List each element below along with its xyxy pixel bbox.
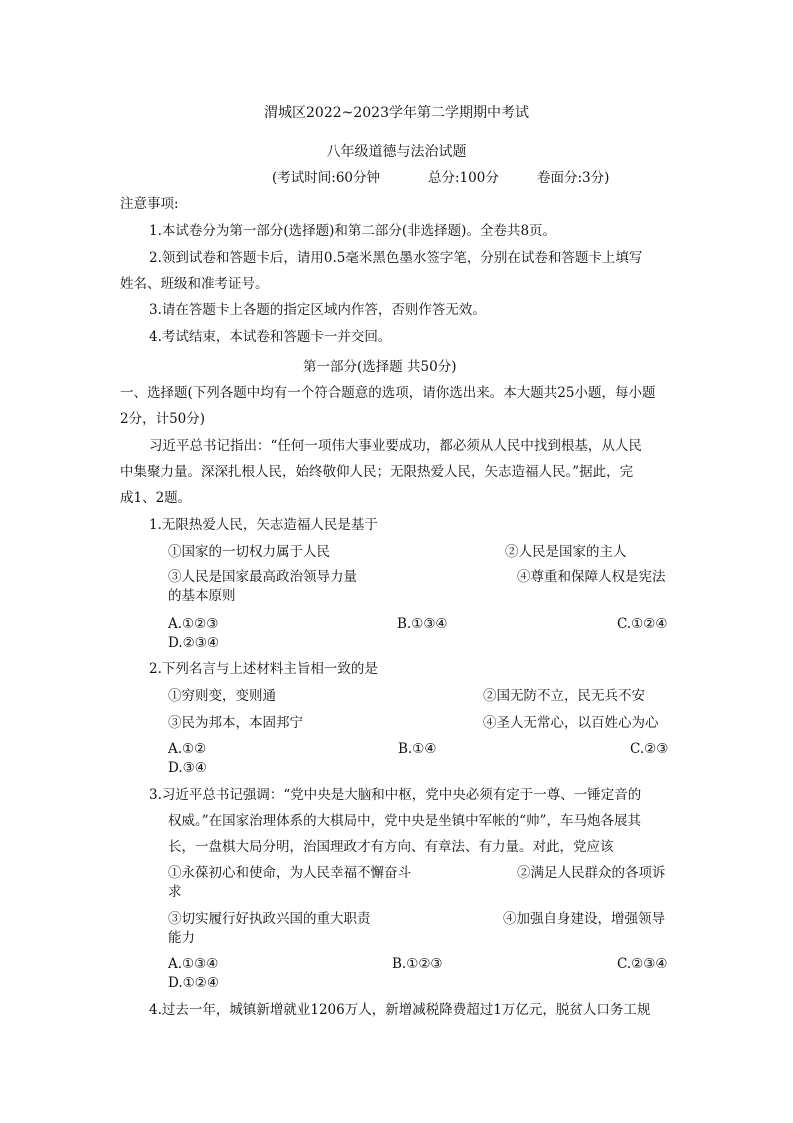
exam-time: (考试时间:60分钟 xyxy=(272,170,380,186)
q2-choice-a: A.①② xyxy=(168,741,207,757)
q2-choice-d: D.③④ xyxy=(168,760,207,776)
q1-choice-a: A.①②③ xyxy=(168,616,219,632)
q3-choice-a: A.①③④ xyxy=(168,956,219,972)
q1-choice-d: D.②③④ xyxy=(168,635,219,651)
part1-title: 第一部分(选择题 共50分) xyxy=(303,359,457,375)
q2-option-2: ②国无防不立，民无兵不安 xyxy=(483,688,645,704)
notice-item-2-cont: 姓名、班级和准考证号。 xyxy=(120,276,269,292)
q3-option-4: ④加强自身建设，增强领导 xyxy=(503,911,665,927)
material-line-3: 成1、2题。 xyxy=(120,490,192,506)
q2-choice-b: B.①④ xyxy=(398,741,437,757)
q1-choice-b: B.①③④ xyxy=(397,616,448,632)
exam-page-score: 卷面分:3分) xyxy=(537,170,610,186)
q3-stem-line-1: 3.习近平总书记强调：“党中央是大脑和中枢，党中央必须有定于一尊、一锤定音的 xyxy=(149,787,642,803)
q2-choice-c: C.②③ xyxy=(630,741,669,757)
q1-option-4: ④尊重和保障人权是宪法 xyxy=(517,569,666,585)
q4-stem-line-1: 4.过去一年，城镇新增就业1206万人，新增减税降费超过1万亿元，脱贫人口务工规 xyxy=(149,1002,651,1018)
q2-option-4: ④圣人无常心，以百姓心为心 xyxy=(483,715,659,731)
notice-item-3: 3.请在答题卡上各题的指定区域内作答，否则作答无效。 xyxy=(149,302,486,318)
exam-title: 渭城区2022~2023学年第二学期期中考试 xyxy=(264,105,529,121)
q3-stem-line-3: 长，一盘棋大局分明，治国理政才有方向、有章法、有力量。对此，党应该 xyxy=(168,839,614,855)
q3-option-3: ③切实履行好执政兴国的重大职责 xyxy=(168,911,371,927)
q3-option-2: ②满足人民群众的各项诉 xyxy=(517,865,666,881)
q2-option-1: ①穷则变，变则通 xyxy=(168,688,276,704)
material-line-1: 习近平总书记指出：“任何一项伟大事业要成功，都必须从人民中找到根基，从人民 xyxy=(149,438,642,454)
q1-option-4-cont: 的基本原则 xyxy=(168,588,236,604)
part1-instructions-cont: 2分，计50分) xyxy=(120,411,206,427)
q3-option-1: ①永葆初心和使命，为人民幸福不懈奋斗 xyxy=(168,865,411,881)
q3-choice-d: D.①②④ xyxy=(168,975,219,991)
part1-instructions: 一、选择题(下列各题中均有一个符合题意的选项，请你选出来。本大题共25小题，每小题 xyxy=(120,385,656,401)
material-line-2: 中集聚力量。深深扎根人民，始终敬仰人民；无限热爱人民，矢志造福人民。”据此，完 xyxy=(120,464,634,480)
q1-option-1: ①国家的一切权力属于人民 xyxy=(168,544,330,560)
q1-choice-c: C.①②④ xyxy=(617,616,668,632)
q3-stem-line-2: 权威。”在国家治理体系的大棋局中，党中央是坐镇中军帐的“帅”，车马炮各展其 xyxy=(168,813,641,829)
q1-option-3: ③人民是国家最高政治领导力量 xyxy=(168,569,357,585)
exam-subtitle: 八年级道德与法治试题 xyxy=(326,144,467,160)
q1-option-2: ②人民是国家的主人 xyxy=(505,544,627,560)
q3-choice-b: B.①②③ xyxy=(392,956,443,972)
exam-total-score: 总分:100分 xyxy=(428,170,499,186)
q3-option-4-cont: 能力 xyxy=(168,930,195,946)
q2-stem: 2.下列名言与上述材料主旨相一致的是 xyxy=(149,661,378,677)
notice-item-2: 2.领到试卷和答题卡后，请用0.5毫米黑色墨水签字笔，分别在试卷和答题卡上填写 xyxy=(149,250,643,266)
q3-option-2-cont: 求 xyxy=(168,884,182,900)
q3-choice-c: C.②③④ xyxy=(617,956,668,972)
q2-option-3: ③民为邦本，本固邦宁 xyxy=(168,715,303,731)
q1-stem: 1.无限热爱人民，矢志造福人民是基于 xyxy=(149,517,378,533)
notice-item-4: 4.考试结束，本试卷和答题卡一并交回。 xyxy=(149,329,392,345)
notice-item-1: 1.本试卷分为第一部分(选择题)和第二部分(非选择题)。全卷共8页。 xyxy=(149,223,557,239)
notice-heading: 注意事项: xyxy=(120,196,179,212)
